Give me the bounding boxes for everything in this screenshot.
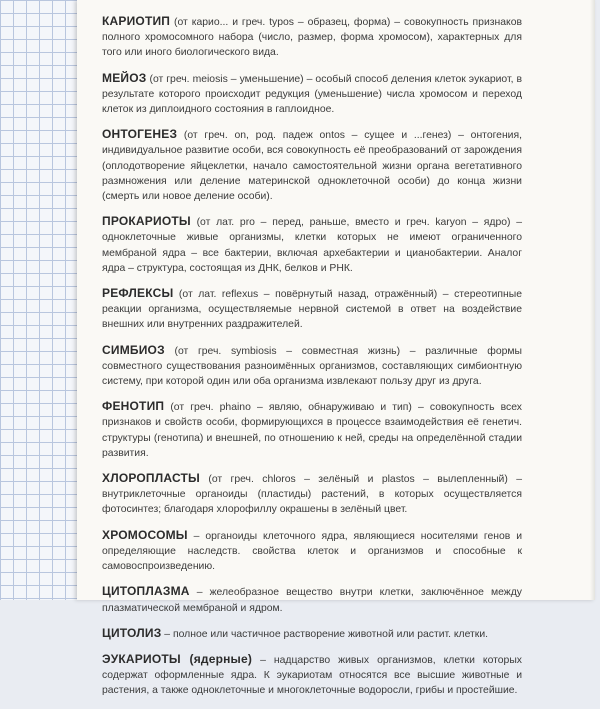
glossary-entry — [102, 71, 522, 118]
entry-definition: (от греч. meiosis – уменьшение) – особый способ деления клеток эукариот, в результате которого происходит редукция (уменьшение) числа хромосом и переход клеток из диплоидного состояния в гаплоидное. — [102, 73, 522, 116]
glossary-entry — [102, 214, 522, 276]
glossary-entry — [102, 584, 522, 615]
glossary-entry — [102, 528, 522, 575]
entry-term: СИМБИОЗ — [102, 342, 165, 357]
entry-term: ХРОМОСОМЫ — [102, 527, 188, 542]
entry-term: КАРИОТИП — [102, 14, 171, 28]
entry-term: ЦИТОПЛАЗМА — [102, 584, 190, 599]
entry-term: ЦИТОЛИЗ — [102, 625, 162, 640]
glossary-entry — [102, 399, 522, 461]
glossary-page — [77, 0, 595, 697]
entry-definition: – надцарство живых организмов, клетки которых содержат оформленные ядра. К эукариотам относятся все высшие животные и растения, а также одноклеточные и многоклеточные водоросли, грибы и простейшие. — [102, 654, 522, 697]
glossary-entry — [102, 652, 522, 699]
glossary-entry — [102, 626, 522, 642]
entry-definition: (от лат. reflexus – повёрнутый назад, отражённый) – стереотипные реакции организма, осуществляемые нервной системой в ответ на воздействие внешних или внутренних раздражителей. — [102, 289, 522, 331]
entry-definition: (от греч. symbiosis – совместная жизнь) – различные формы совместного существования разноимённых организмов, составляющих симбионтную систему, при которой один или оба организма извлекают пользу друг из друга. — [102, 345, 522, 388]
entry-definition: (от греч. on, род. падеж ontos – сущее и ...генез) – онтогения, индивидуальное развитие особи, вся совокупность её преобразований от зарождения (оплодотворение яйцеклетки, начало самостоятельной жизни органа вегетативного размножения или деление материнской одноклеточной особи) до конца жизни (смерть или новое деление особи). — [102, 130, 522, 203]
entry-term: РЕФЛЕКСЫ — [102, 286, 174, 301]
entry-definition: (от лат. pro – перед, раньше, вместо и греч. karyon – ядро) – одноклеточные живые организмы, клетки которых не имеют ограниченного мембраной ядра – все бактерии, включая архебактерии и цианобактерии. Аналог ядра – структура, состоящая из ДНК, белков и РНК. — [102, 217, 522, 274]
entry-term: ОНТОГЕНЕЗ — [102, 127, 178, 142]
entry-term: ПРОКАРИОТЫ — [102, 214, 191, 229]
glossary-entry — [102, 286, 522, 333]
entry-definition: (от карио... и греч. typos – образец, форма) – совокупность признаков полного хромосомного набора (число, размер, форма хромосом), характерных для того или иного биологического вида. — [102, 17, 522, 59]
entry-term: ФЕНОТИП — [102, 399, 165, 414]
glossary-entry — [102, 127, 522, 204]
entry-term: ЭУКАРИОТЫ (ядерные) — [102, 651, 253, 666]
glossary-entry — [102, 343, 522, 390]
entry-definition: – полное или частичное растворение животной или растит. клетки. — [161, 628, 489, 640]
graph-paper-background — [0, 0, 80, 600]
entry-definition: (от греч. phaino – являю, обнаруживаю и тип) – совокупность всех признаков и свойств особи, формирующихся в процессе взаимодействия её генетич. структуры (генотипа) и внешней, по отношению к ней, среды на определённой стадии развития. — [102, 402, 522, 459]
glossary-entry — [102, 471, 522, 518]
glossary-list — [102, 14, 522, 709]
entry-definition: – желеобразное вещество внутри клетки, заключённое между плазматической мембраной и ядром. — [102, 587, 522, 614]
entry-definition: – органоиды клеточного ядра, являющиеся носителями генов и определяющие наследств. свойства клеток и организмов и способные к самовоспроизведению. — [102, 530, 522, 573]
entry-term: МЕЙОЗ — [102, 70, 147, 85]
glossary-entry — [102, 14, 522, 61]
page-edge-shadow — [590, 0, 595, 600]
entry-term: ХЛОРОПЛАСТЫ — [102, 471, 200, 486]
entry-definition: (от греч. chloros – зелёный и plastos – вылепленный) – внутриклеточные органоиды (пластиды) растений, в которых осуществляется фотосинтез; благодаря хлорофиллу окрашены в зелёный цвет. — [102, 474, 522, 516]
